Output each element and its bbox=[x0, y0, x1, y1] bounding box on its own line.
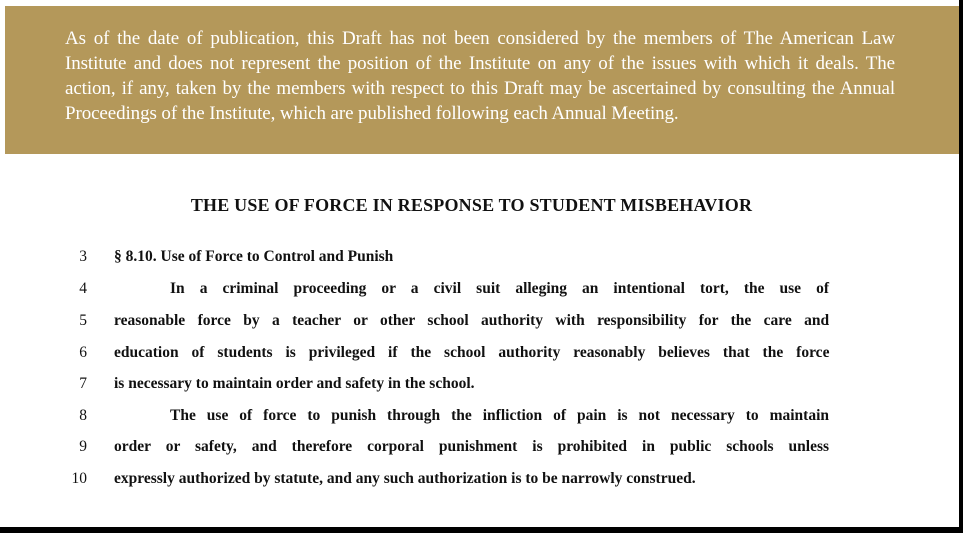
numbered-line bbox=[0, 438, 943, 462]
line-number: 3 bbox=[79, 248, 87, 265]
numbered-line bbox=[0, 375, 943, 399]
numbered-line bbox=[0, 312, 943, 336]
line-text: reasonable force by a teacher or other school authority with responsibility for the care and bbox=[114, 312, 830, 329]
numbered-line bbox=[0, 470, 943, 494]
section-heading: § 8.10. Use of Force to Control and Punish bbox=[114, 248, 394, 265]
draft-notice-text: As of the date of publication, this Draft has not been considered by the members of The American Law Institute and does not represent the position of the Institute on any of the issues with which it deals. The action, if any, taken by the members with respect to this Draft may be ascertained by consulting the Annual Proceedings of the Institute, which are published following each Annual Meeting. bbox=[65, 28, 895, 124]
numbered-line bbox=[0, 248, 943, 272]
line-number: 9 bbox=[79, 438, 87, 455]
line-text: The use of force to punish through the infliction of pain is not necessary to maintain bbox=[170, 407, 829, 424]
line-number: 8 bbox=[79, 407, 87, 424]
line-number: 7 bbox=[79, 375, 87, 392]
numbered-line bbox=[0, 344, 943, 368]
line-number: 10 bbox=[71, 470, 87, 487]
numbered-line bbox=[0, 280, 943, 304]
line-number: 4 bbox=[79, 280, 87, 297]
line-number: 6 bbox=[79, 344, 87, 361]
line-text: is necessary to maintain order and safety in the school. bbox=[114, 375, 475, 392]
line-number: 5 bbox=[79, 312, 87, 329]
numbered-line bbox=[0, 407, 943, 431]
line-text: education of students is privileged if the school authority reasonably believes that the force bbox=[114, 344, 830, 361]
line-text: order or safety, and therefore corporal punishment is prohibited in public schools unless bbox=[114, 438, 830, 455]
draft-notice-banner bbox=[5, 6, 959, 154]
line-text: In a criminal proceeding or a civil suit alleging an intentional tort, the use of bbox=[170, 280, 829, 297]
line-text: expressly authorized by statute, and any such authorization is to be narrowly construed. bbox=[114, 470, 696, 487]
section-title: THE USE OF FORCE IN RESPONSE TO STUDENT MISBEHAVIOR bbox=[190, 195, 753, 215]
